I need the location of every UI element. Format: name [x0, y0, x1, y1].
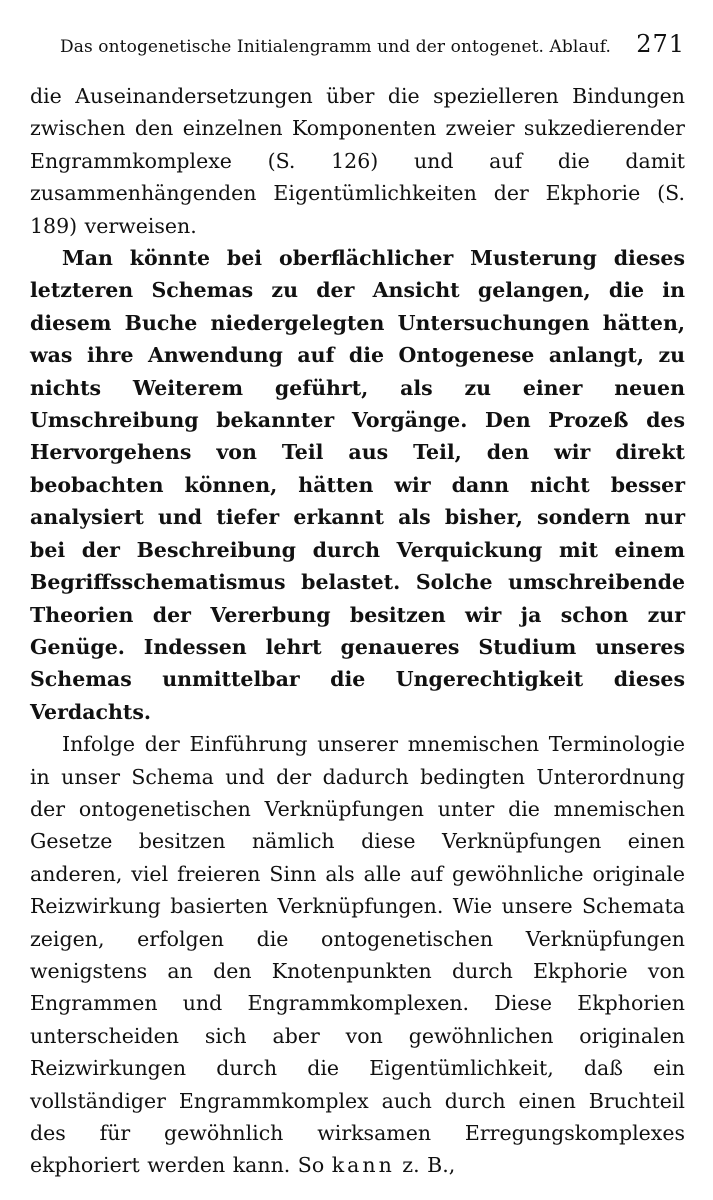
running-title: Das ontogenetische Initialengramm und der ontogenet. Ablauf. — [60, 37, 612, 57]
book-page — [30, 30, 685, 1182]
paragraph-2: Man könnte bei oberflächlicher Musterung dieses letzteren Schemas zu der Ansicht gelangen, die in diesem Buche niedergelegten Untersuchungen hätten, was ihre Anwendung auf die Ontogenese anlangt, zu nichts Weiterem geführt, als zu einer neuen Umschreibung bekannter Vorgänge. Den Prozeß des Hervorgehens von Teil aus Teil, den wir direkt beobachten können, hätten wir dann nicht besser analysiert und tiefer erkannt als bisher, sondern nur bei der Beschreibung durch Verquickung mit einem Begriffsschematismus belastet. Solche umschreibende Theorien der Vererbung besitzen wir ja schon zur Genüge. Indessen lehrt genaueres Studium unseres Schemas unmittelbar die Ungerechtigkeit dieses Verdachts. — [30, 246, 685, 724]
paragraph-3-tail: z. B., — [394, 1153, 456, 1178]
paragraph-3-emphasis: kann — [331, 1153, 395, 1178]
paragraph-1: die Auseinandersetzungen über die spezielleren Bindungen zwischen den einzelnen Komponenten zweier sukzedierender Engrammkomplexe (S. 126) und auf die damit zusammenhängenden Eigentümlichkeiten der Ekphorie (S. 189) verweisen. — [30, 84, 685, 238]
paragraph-3 — [30, 728, 685, 1182]
paragraph-3-text: Infolge der Einführung unserer mnemischen Terminologie in unser Schema und der dadurch bedingten Unterordnung der ontogenetischen Verknüpfungen unter die mnemischen Gesetze besitzen nämlich diese Verknüpfungen einen anderen, viel freieren Sinn als alle auf gewöhnliche originale Reizwirkung basierten Verknüpfungen. Wie unsere Schemata zeigen, erfolgen die ontogenetischen Verknüpfungen wenigstens an den Knotenpunkten durch Ekphorie von Engrammen und Engrammkomplexen. Diese Ekphorien unterscheiden sich aber von gewöhnlichen originalen Reizwirkungen durch die Eigentümlichkeit, daß ein vollständiger Engrammkomplex auch durch einen Bruchteil des für gewöhnlich wirksamen Erregungskomplexes ekphoriert werden kann. So — [30, 732, 685, 1178]
running-header — [30, 30, 685, 74]
page-number: 271 — [636, 30, 685, 58]
